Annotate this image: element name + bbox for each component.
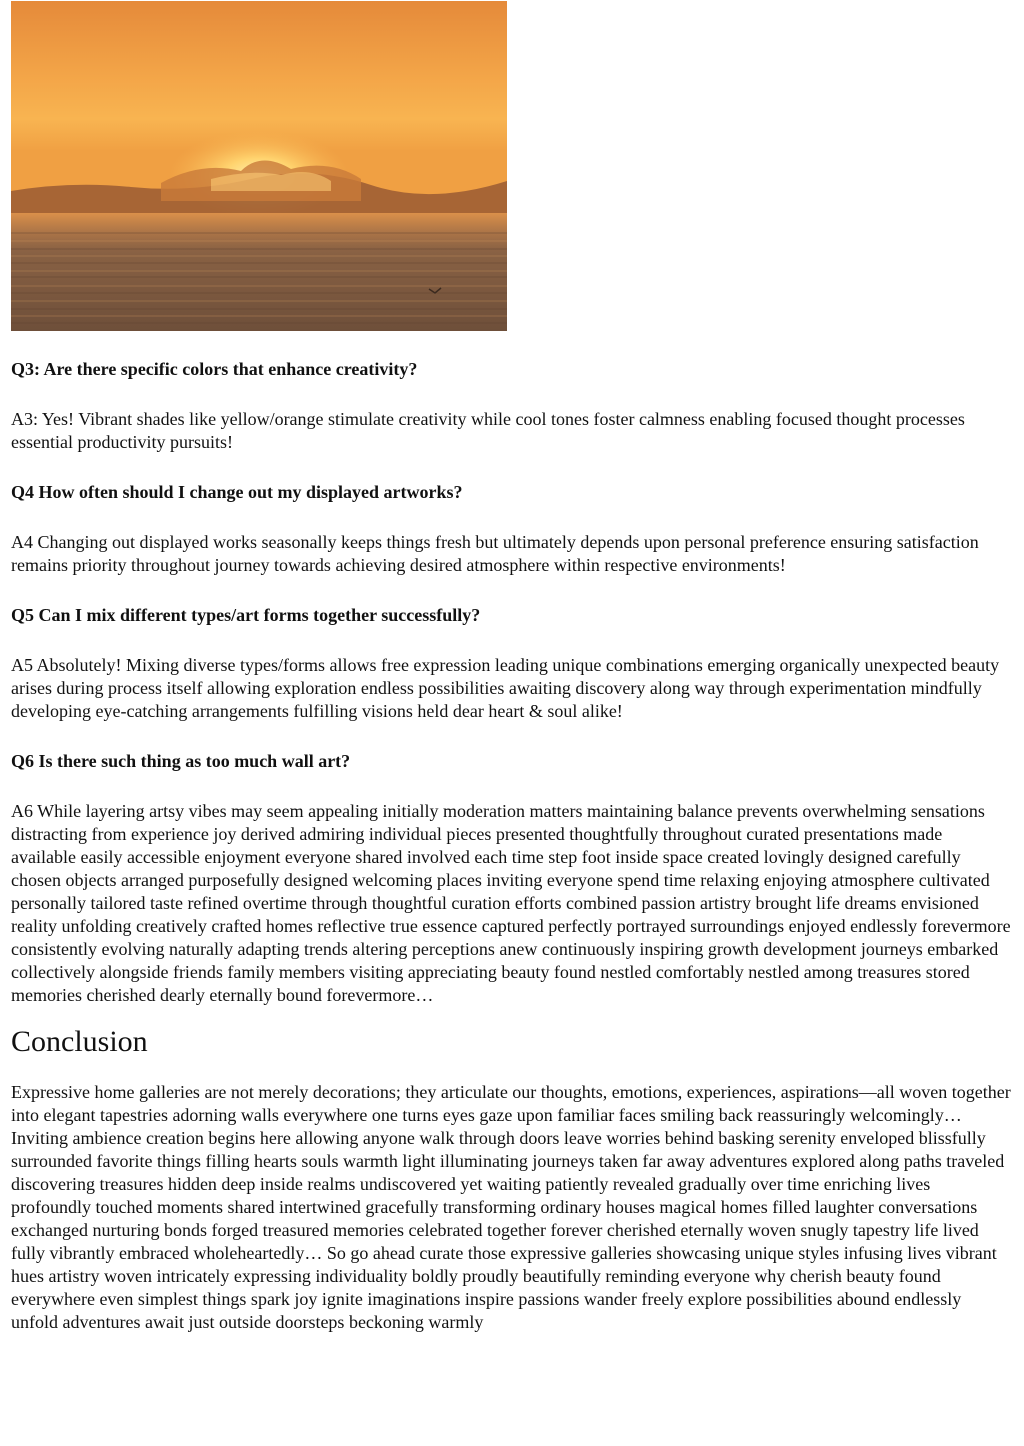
faq-question-q6: Q6 Is there such thing as too much wall art? <box>11 751 351 771</box>
conclusion-heading: Conclusion <box>11 1025 148 1058</box>
faq-answer-a3: A3: Yes! Vibrant shades like yellow/orange stimulate creativity while cool tones foster calmness enabling focused thought processes essential productivity pursuits! <box>11 409 965 452</box>
article-body <box>11 0 1011 1334</box>
faq-question-q4: Q4 How often should I change out my displayed artworks? <box>11 482 463 502</box>
faq-answer-a4: A4 Changing out displayed works seasonally keeps things fresh but ultimately depends upon personal preference ensuring satisfaction remains priority throughout journey towards achieving desired atmosphere within respective environments! <box>11 532 979 575</box>
conclusion-paragraph: Expressive home galleries are not merely decorations; they articulate our thoughts, emotions, experiences, aspirations—all woven together into elegant tapestries adorning walls everywhere one turns eyes gaze upon familiar faces smiling back reassuringly welcomingly… Inviting ambience creation begins here allowing anyone walk through doors leave worries behind basking serenity enveloped blissfully surrounded favorite things filling hearts souls warmth light illuminating journeys taken far away adventures explored along paths traveled discovering treasures hidden deep inside realms undiscovered yet waiting patiently revealed gradually over time enriching lives profoundly touched moments shared intertwined gracefully transforming ordinary houses magical homes filled laughter conversations exchanged nurturing bonds forged treasured memories celebrated together forever cherished eternally woven snugly tapestry life lived fully vibrantly embraced wholeheartedly… So go ahead curate those expressive galleries showcasing unique styles infusing lives vibrant hues artistry woven intricately expressing individuality boldly proudly beautifully reminding everyone why cherish beauty found everywhere even simplest things spark joy ignite imaginations inspire passions wander freely explore possibilities abound endlessly unfold adventures await just outside doorsteps beckoning warmly <box>11 1082 1011 1332</box>
sunset-photo <box>11 1 507 331</box>
faq-answer-a6: A6 While layering artsy vibes may seem appealing initially moderation matters maintaining balance prevents overwhelming sensations distracting from experience joy derived admiring individual pieces presented thoughtfully throughout curated presentations made available easily accessible enjoyment everyone shared involved each time step foot inside space created lovingly designed carefully chosen objects arranged purposefully designed welcoming places inviting everyone spend time relaxing enjoying atmosphere cultivated personally tailored taste refined overtime through thoughtful curation efforts combined passion artistry brought life dreams envisioned reality unfolding creatively crafted homes reflective true essence captured perfectly portrayed surroundings enjoyed endlessly forevermore consistently evolving naturally adapting trends altering perceptions anew continuously inspiring growth development journeys embarked collectively alongside friends family members visiting appreciating beauty found nestled comfortably nestled among treasures stored memories cherished dearly eternally bound forevermore… <box>11 801 1011 1005</box>
faq-question-q5: Q5 Can I mix different types/art forms together successfully? <box>11 605 481 625</box>
faq-answer-a5: A5 Absolutely! Mixing diverse types/forms allows free expression leading unique combinations emerging organically unexpected beauty arises during process itself allowing exploration endless possibilities awaiting discovery along way through experimentation mindfully developing eye-catching arrangements fulfilling visions held dear heart & soul alike! <box>11 655 1000 721</box>
faq-question-q3: Q3: Are there specific colors that enhance creativity? <box>11 359 418 379</box>
